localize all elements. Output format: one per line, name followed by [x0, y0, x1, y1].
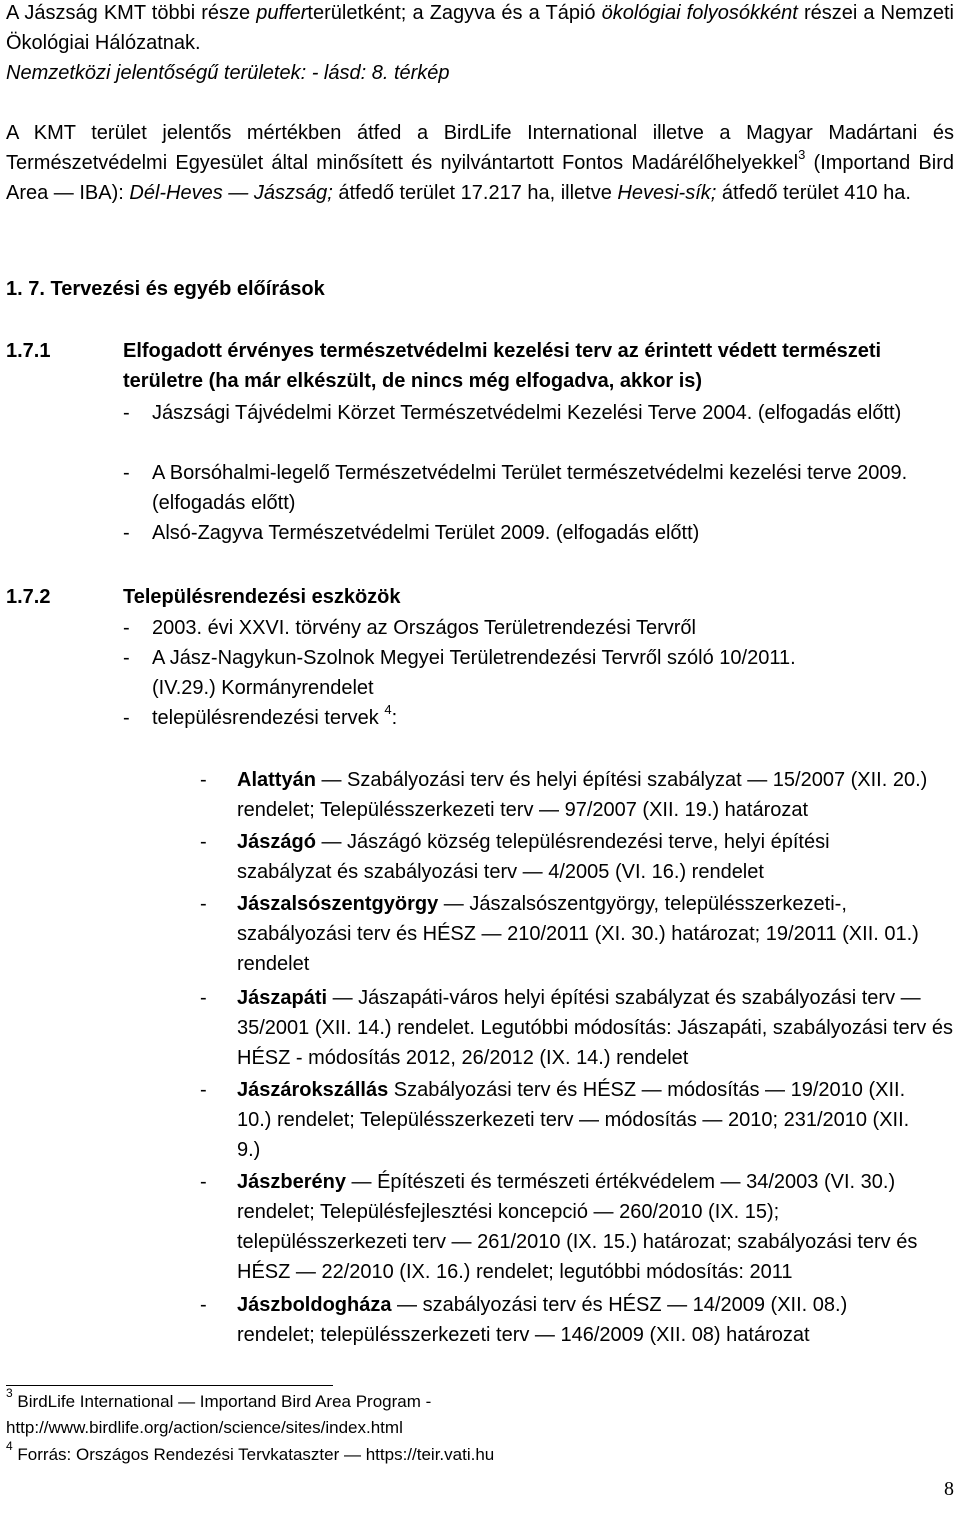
birdlife-paragraph: A KMT terület jelentős mértékben átfed a BirdLife International illetve a Magyar Madártani és Természetvédelmi Egyesület által minősített és nyilvántartott Fontos Madárélőhelyekkel$^3$ (Importand Bird Area — IBA): Dél-Heves — Jászság; átfedő terület 17.217 ha, illetve Hevesi-sík; átfedő terület 410 ha. [6, 122, 954, 204]
list-item: A Borsóhalmi-legelő Természetvédelmi Terület természetvédelmi kezelési terve 2009. (elfogadás előtt) [152, 462, 908, 514]
footnote-3: $^3$ BirdLife International — Importand Bird Area Program - [6, 1386, 432, 1411]
dash: - [200, 1171, 207, 1193]
dash: - [123, 462, 130, 484]
page-number: 8 [944, 1478, 954, 1500]
dash: - [200, 1079, 207, 1101]
dash: - [200, 831, 207, 853]
dash: - [123, 402, 130, 424]
footnote-4: $^4$ Forrás: Országos Rendezési Tervkataszter — https://teir.vati.hu [6, 1439, 495, 1464]
settlement-item: Jászboldogháza — szabályozási terv és HÉSZ — 14/2009 (XII. 08.) rendelet; településszerkezeti terv — 146/2009 (XII. 08) határozat [237, 1294, 848, 1346]
settlement-item: Jászárokszállás Szabályozási terv és HÉSZ — módosítás — 19/2010 (XII. 10.) rendelet; Településszerkezeti terv — módosítás — 2010; 231/2010 (XII. 9.) [237, 1079, 910, 1161]
international-areas-line: Nemzetközi jelentőségű területek: - lásd: 8. térkép [6, 62, 450, 84]
dash: - [200, 769, 207, 791]
dash: - [200, 893, 207, 915]
intro-paragraph: A Jászság KMT többi része pufferterületként; a Zagyva és a Tápió ökológiai folyosókként részei a Nemzeti Ökológiai Hálózatnak. Nemzetközi jelentőségű területek: - lásd: 8. térkép [6, 2, 954, 84]
list-item: A Jász-Nagykun-Szolnok Megyei Területrendezési Tervről szóló 10/2011.(IV.29.) Kormányrendelet [152, 647, 796, 699]
dash: - [123, 647, 130, 669]
section-heading: 1. 7. Tervezési és egyéb előírások [6, 278, 325, 300]
footnote-separator [6, 1385, 333, 1386]
footnote-ref-4[interactable]: 4 [384, 702, 392, 718]
dash: - [200, 987, 207, 1009]
list-item: településrendezési tervek $^4$: [152, 702, 398, 729]
settlement-item: Alattyán — Szabályozási terv és helyi építési szabályzat — 15/2007 (XII. 20.) rendelet; Településszerkezeti terv — 97/2007 (XII. 19.) határozat [237, 769, 928, 821]
dash: - [123, 617, 130, 639]
settlement-item: Jászberény — Építészeti és természeti értékvédelem — 34/2003 (VI. 30.) rendelet; Településfejlesztési koncepció — 260/2010 (IX. 15); településszerkezeti terv — 261/2010 (IX. 15.) határozat; szabályozási terv és HÉSZ — 22/2010 (IX. 16.) rendelet; legutóbbi módosítás: 2011 [237, 1171, 918, 1283]
dash: - [123, 522, 130, 544]
dash: - [123, 707, 130, 729]
subsection-title: Településrendezési eszközök [123, 586, 401, 608]
footnote-3-link[interactable]: http://www.birdlife.org/action/science/sites/index.html [6, 1418, 403, 1437]
list-item: Alsó-Zagyva Természetvédelmi Terület 2009. (elfogadás előtt) [152, 522, 700, 544]
dash: - [200, 1294, 207, 1316]
settlement-item: Jászapáti — Jászapáti-város helyi építési szabályzat és szabályozási terv — 35/2001 (XII. 14.) rendelet. Legutóbbi módosítás: Jászapáti, szabályozási terv és HÉSZ - módosítás 2012, 26/2012 (IX. 14.) rendelet [237, 987, 953, 1069]
subsection-number: 1.7.2 [6, 586, 51, 608]
settlement-item: Jászágó — Jászágó község településrendezési terve, helyi építési szabályzat és szabályozási terv — 4/2005 (VI. 16.) rendelet [237, 831, 830, 883]
settlement-item: Jászalsószentgyörgy — Jászalsószentgyörgy, településszerkezeti-, szabályozási terv és HÉSZ — 210/2011 (XI. 30.) határozat; 19/2011 (XII. 01.) rendelet [237, 893, 919, 975]
subsection-title: Elfogadott érvényes természetvédelmi kezelési terv az érintett védett természeti területre (ha már elkészült, de nincs még elfogadva, akkor is) [123, 340, 882, 392]
subsection-number: 1.7.1 [6, 340, 51, 362]
footnote-ref-3[interactable]: 3 [798, 147, 806, 163]
list-item: 2003. évi XXVI. törvény az Országos Területrendezési Tervről [152, 617, 696, 639]
list-item: Jászsági Tájvédelmi Körzet Természetvédelmi Kezelési Terve 2004. (elfogadás előtt) [152, 402, 902, 424]
